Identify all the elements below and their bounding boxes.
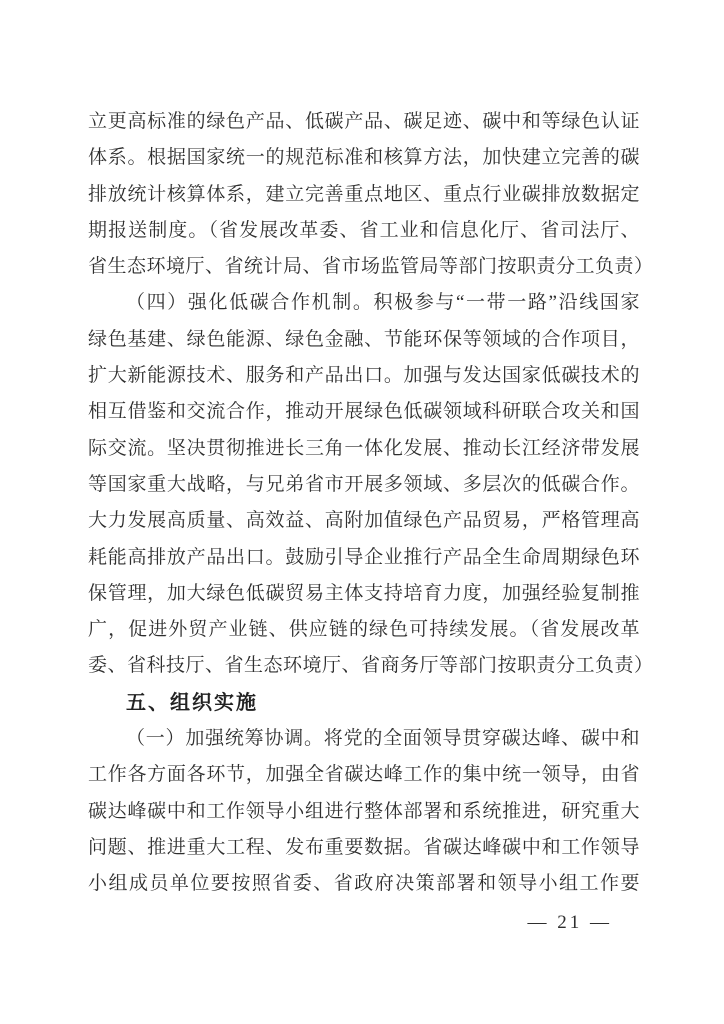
text-line: 立更高标准的绿色产品、低碳产品、碳足迹、碳中和等绿色认证 (88, 111, 640, 132)
text-line: 碳达峰碳中和工作领导小组进行整体部署和系统推进，研究重大 (88, 800, 640, 822)
text-line: 委、省科技厅、省生态环境厅、省商务厅等部门按职责分工负责） (88, 655, 654, 677)
text-line: 排放统计核算体系，建立完善重点地区、重点行业碳排放数据定 (88, 183, 640, 205)
text-line: 耗能高排放产品出口。鼓励引导企业推行产品全生命周期绿色环 (88, 546, 640, 568)
text-line: 等国家重大战略，与兄弟省市开展多领域、多层次的低碳合作。 (88, 473, 640, 495)
section-heading-organization (88, 685, 640, 721)
text-line: 省生态环境厅、省统计局、省市场监管局等部门按职责分工负责） (88, 256, 654, 278)
text-line: 问题、推进重大工程、发布重要数据。省碳达峰碳中和工作领导 (88, 836, 640, 858)
text-line: 广，促进外贸产业链、供应链的绿色可持续发展。（省发展改革 (88, 619, 640, 641)
text-line: 扩大新能源技术、服务和产品出口。加强与发达国家低碳技术的 (88, 365, 640, 387)
paragraph-carbon-certification (88, 104, 654, 285)
text-line: （一）加强统筹协调。将党的全面领导贯穿碳达峰、碳中和 (126, 728, 640, 750)
paragraph-coordination (88, 721, 640, 902)
text-line: 绿色基建、绿色能源、绿色金融、节能环保等领域的合作项目， (88, 328, 640, 350)
text-line: 小组成员单位要按照省委、省政府决策部署和领导小组工作要 (88, 873, 640, 895)
text-line: 大力发展高质量、高效益、高附加值绿色产品贸易，严格管理高 (88, 510, 640, 532)
section-heading-text: 五、组织实施 (126, 691, 258, 714)
text-line: 保管理，加大绿色低碳贸易主体支持培育力度，加强经验复制推 (88, 582, 640, 604)
paragraph-low-carbon-cooperation (88, 285, 654, 684)
text-line: 相互借鉴和交流合作，推动开展绿色低碳领域科研联合攻关和国 (88, 401, 640, 423)
text-line: 体系。根据国家统一的规范标准和核算方法，加快建立完善的碳 (88, 147, 640, 169)
document-body (88, 104, 654, 903)
text-line: （四）强化低碳合作机制。积极参与“一带一路”沿线国家 (126, 292, 640, 314)
text-line: 际交流。坚决贯彻推进长三角一体化发展、推动长江经济带发展 (88, 437, 640, 459)
page-number: — 21 — (527, 912, 612, 933)
text-line: 期报送制度。（省发展改革委、省工业和信息化厅、省司法厅、 (88, 219, 640, 241)
text-line: 工作各方面各环节，加强全省碳达峰工作的集中统一领导，由省 (88, 764, 640, 786)
